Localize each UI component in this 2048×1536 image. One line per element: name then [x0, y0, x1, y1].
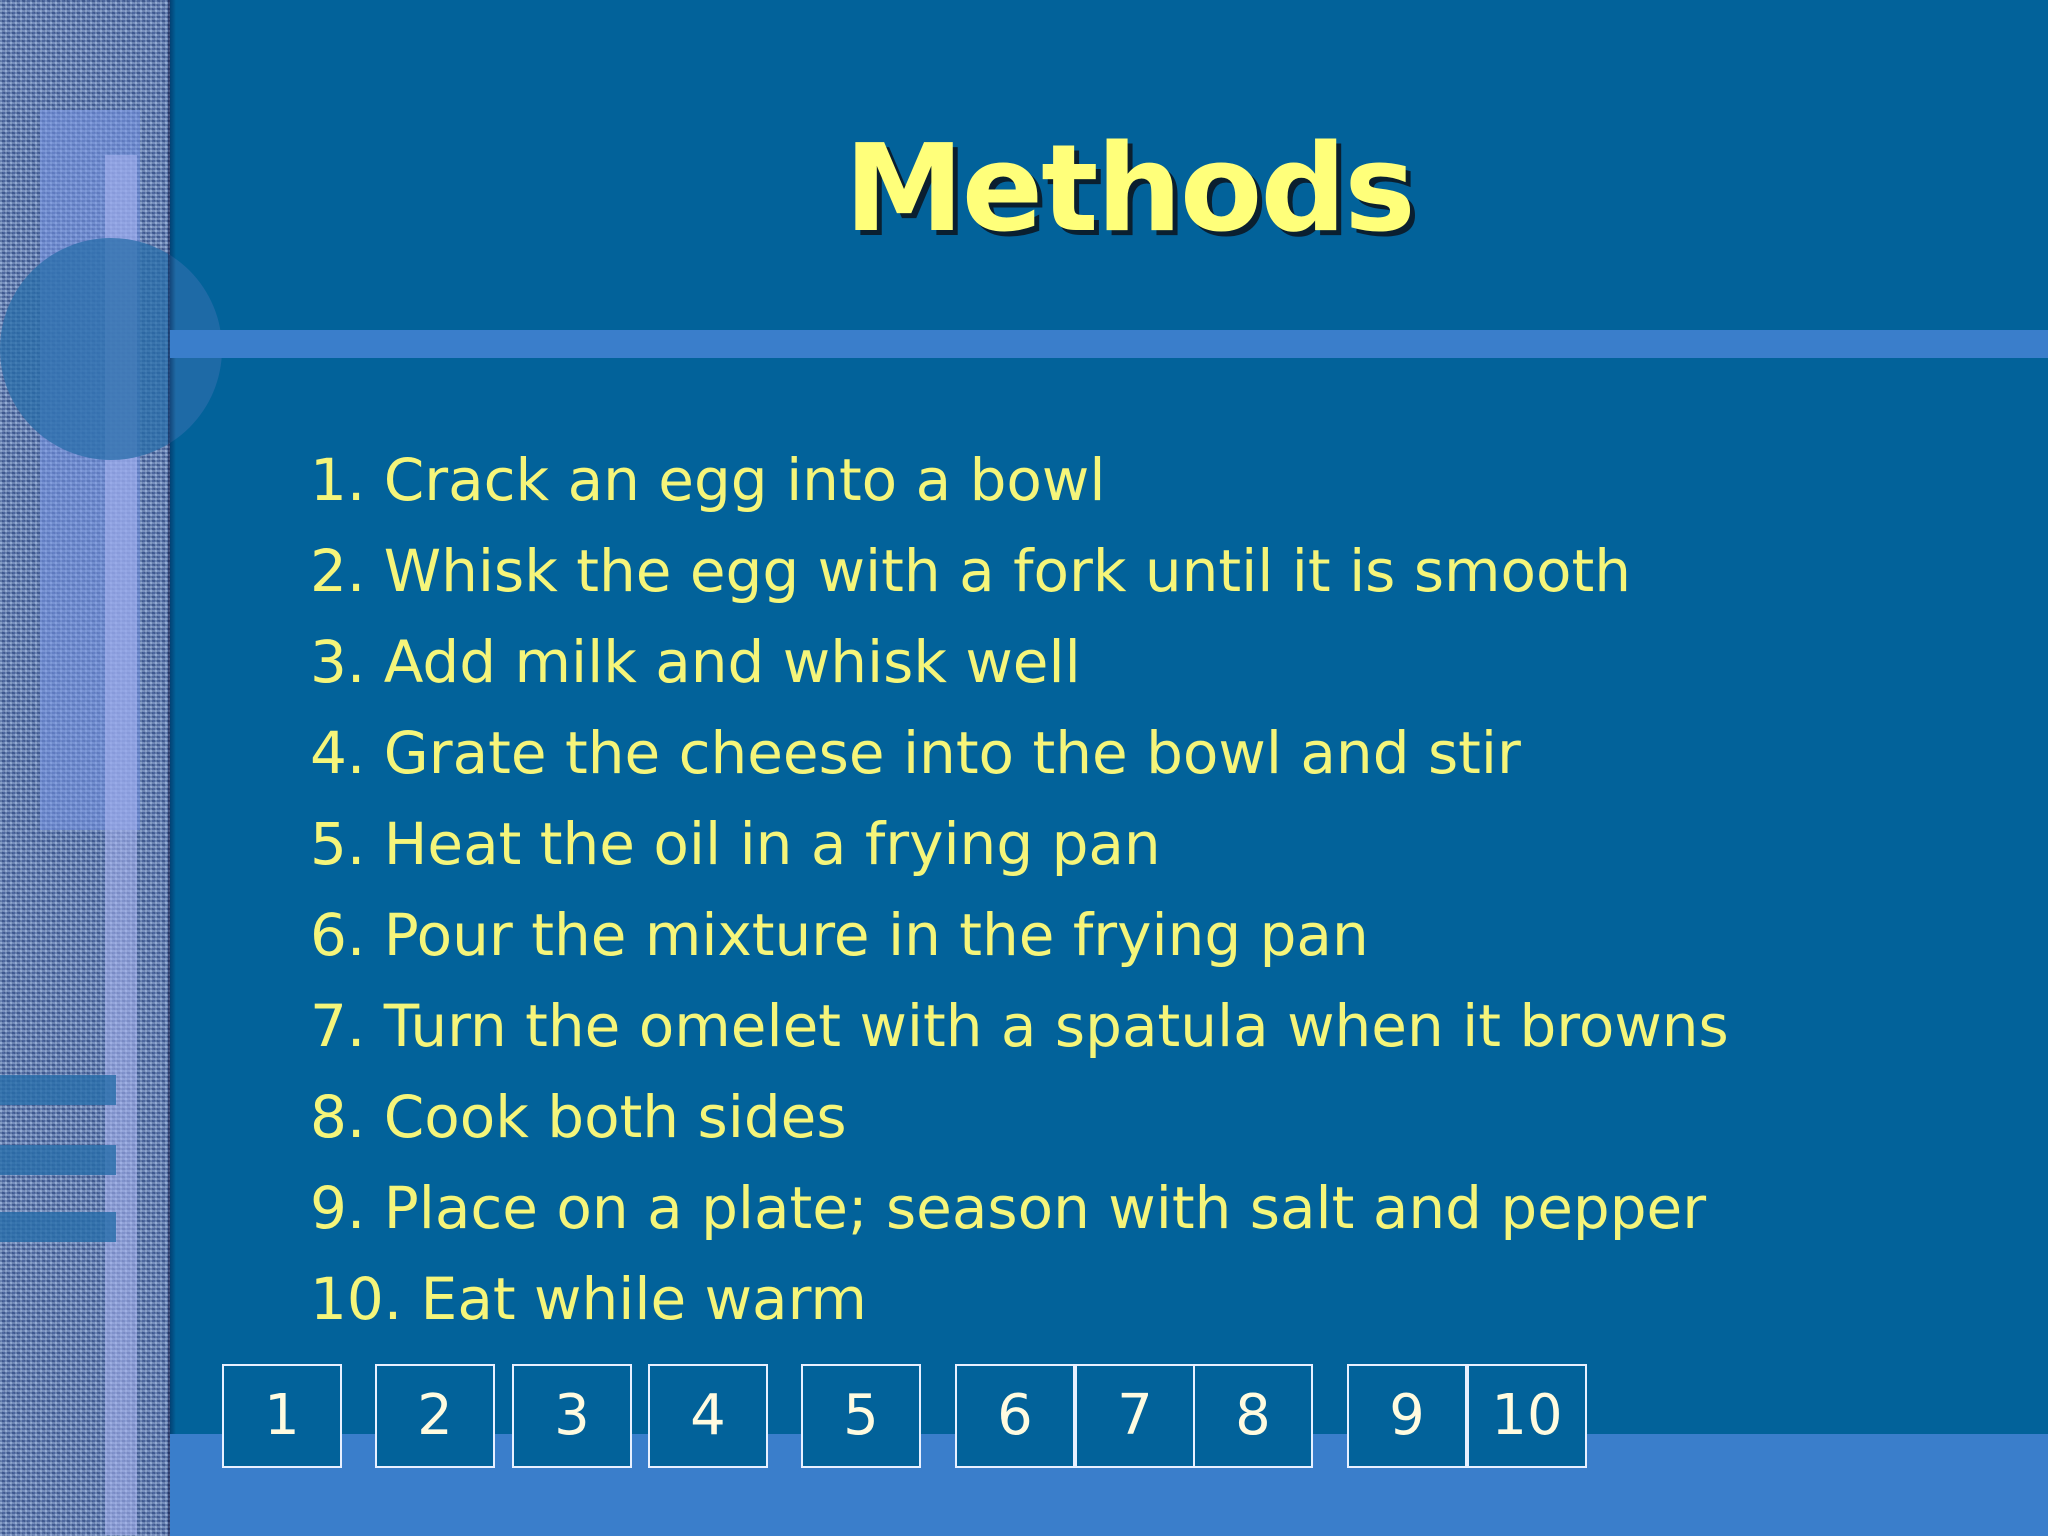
method-step: 2. Whisk the egg with a fork until it is smooth	[310, 537, 1632, 605]
method-step: 1. Crack an egg into a bowl	[310, 446, 1106, 514]
nav-button-10[interactable]: 10	[1467, 1364, 1587, 1468]
decorative-bar	[0, 1075, 116, 1105]
method-step: 3. Add milk and whisk well	[310, 628, 1081, 696]
method-step: 9. Place on a plate; season with salt and pepper	[310, 1174, 1707, 1242]
title-divider	[170, 330, 2048, 358]
nav-button-1[interactable]: 1	[222, 1364, 342, 1468]
method-step: 7. Turn the omelet with a spatula when it browns	[310, 992, 1729, 1060]
nav-button-7[interactable]: 7	[1075, 1364, 1195, 1468]
method-step: 8. Cook both sides	[310, 1083, 847, 1151]
decorative-bar	[0, 1212, 116, 1242]
nav-button-8[interactable]: 8	[1193, 1364, 1313, 1468]
method-step: 6. Pour the mixture in the frying pan	[310, 901, 1369, 969]
method-steps-list	[310, 435, 1729, 1345]
nav-button-5[interactable]: 5	[801, 1364, 921, 1468]
nav-button-3[interactable]: 3	[512, 1364, 632, 1468]
decorative-bar	[0, 1145, 116, 1175]
method-step: 5. Heat the oil in a frying pan	[310, 810, 1161, 878]
nav-button-9[interactable]: 9	[1347, 1364, 1467, 1468]
method-step: 4. Grate the cheese into the bowl and stir	[310, 719, 1521, 787]
nav-button-6[interactable]: 6	[955, 1364, 1075, 1468]
nav-button-2[interactable]: 2	[375, 1364, 495, 1468]
method-step: 10. Eat while warm	[310, 1265, 867, 1333]
slide-title: Methods	[844, 120, 1414, 259]
nav-button-4[interactable]: 4	[648, 1364, 768, 1468]
